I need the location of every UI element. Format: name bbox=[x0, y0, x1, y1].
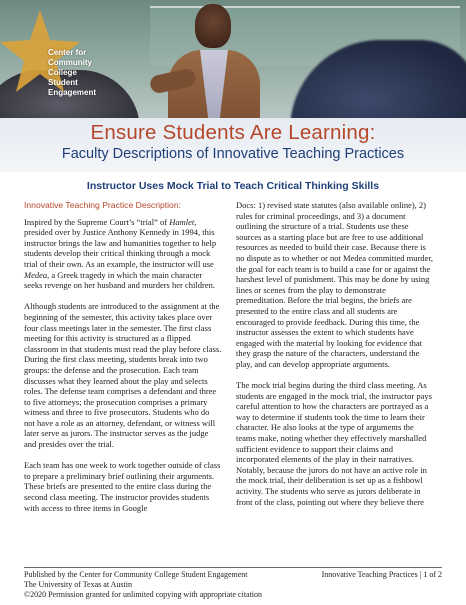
right-column bbox=[236, 200, 434, 518]
footer-publisher bbox=[24, 570, 294, 600]
paragraph-2: Although students are introduced to the assignment at the beginning of the semester, this activity takes place over four class meetings later in the semester. The first class meeting for this activity is structured as a flipped classroom in that students must read the play before class. During the first class meeting, students break into two groups: the defense and the prosecution. Each team discusses what they learned about the play and selects roles. The defense team comprises a defendant and three to five attorneys; the prosecution comprises a primary witness and three to five prosecutors. Students who do not have a role as an attorney, defendant, or witness will later serve as jurors. The instructor serves as the judge and presides over the trial. bbox=[24, 301, 222, 450]
logo-text bbox=[48, 48, 120, 98]
paragraph-4: Docs: 1) revised state statutes (also available online), 2) rules for criminal proceedings, and 3) a document outlining the structure of a trial. Students use these sources as a starting place but are free to use additional resources as needed to build their case. Because there is no dispute as to whether or not Medea committed murder, the goal for each team is to build a case for or against the harshest level of punishment. This may be done by using lines or scenes from the play to demonstrate premeditation. Before the trial begins, the briefs are presented to the entire class and all students are encouraged to provide feedback. During this time, the instructor assesses the extent to which students have engaged with the material by looking for evidence that they grasp the nature of the characters, understand the play, and can develop appropriate arguments. bbox=[236, 200, 433, 369]
logo-line-1: Center for bbox=[48, 48, 87, 57]
page-number: Innovative Teaching Practices | 1 of 2 bbox=[321, 570, 442, 579]
paragraph-5: The mock trial begins during the third class meeting. As students are engaged in the mock trial, the instructor pays careful attention to how the characters are portrayed as a way to determine if students took the time to learn their character. He also looks at the type of arguments the teams make, noting whether they effectively marshalled sufficient evidence to support their claims and incorporated elements of the play in their narratives. Notably, because the jurors do not have an active role in the mock trial, their deliberation is set up as a fishbowl activity. The students who serve as jurors deliberate in front of the class, pointing out where they believe there bbox=[236, 380, 432, 507]
page-subtitle: Faculty Descriptions of Innovative Teaching Practices bbox=[61, 146, 405, 162]
footer-line-2: The University of Texas at Austin bbox=[24, 580, 132, 589]
footer-line-1: Published by the Center for Community College Student Engagement bbox=[24, 570, 248, 579]
footer-line-3: ©2020 Permission granted for unlimited copying with appropriate citation bbox=[24, 590, 263, 599]
left-column bbox=[24, 200, 222, 524]
logo-line-3: Student Engagement bbox=[48, 78, 97, 97]
paragraph-1-part-b: , presided over by Justice Anthony Kennedy in 1994, this instructor brings the law and humanities together to help students develop their critical thinking through a mock trial of their own. As an example, the instructor will use bbox=[24, 216, 217, 269]
hamlet-title: Hamlet bbox=[169, 216, 195, 227]
header-photo bbox=[0, 0, 466, 118]
logo-line-2: Community College bbox=[48, 58, 92, 77]
description-label: Innovative Teaching Practice Description: bbox=[24, 200, 181, 210]
footer-divider bbox=[24, 567, 442, 568]
paragraph-3: Each team has one week to work together outside of class to prepare a preliminary brief outlining their arguments. These briefs are presented to the entire class during the second class meeting. The instructor provides students with access to three items in Google bbox=[24, 460, 221, 513]
paragraph-1-part-a: Inspired by the Supreme Court’s “trial” of bbox=[24, 216, 170, 227]
page-title: Ensure Students Are Learning: bbox=[90, 121, 376, 144]
organization-logo bbox=[0, 6, 120, 98]
paragraph-1 bbox=[24, 217, 222, 291]
article-heading: Instructor Uses Mock Trial to Teach Critical Thinking Skills bbox=[86, 180, 380, 192]
paragraph-1-part-c: , a Greek tragedy in which the main character seeks revenge on her husband and murders her children. bbox=[24, 269, 215, 291]
instructor-head bbox=[195, 4, 231, 48]
medea-title: Medea bbox=[24, 269, 48, 280]
